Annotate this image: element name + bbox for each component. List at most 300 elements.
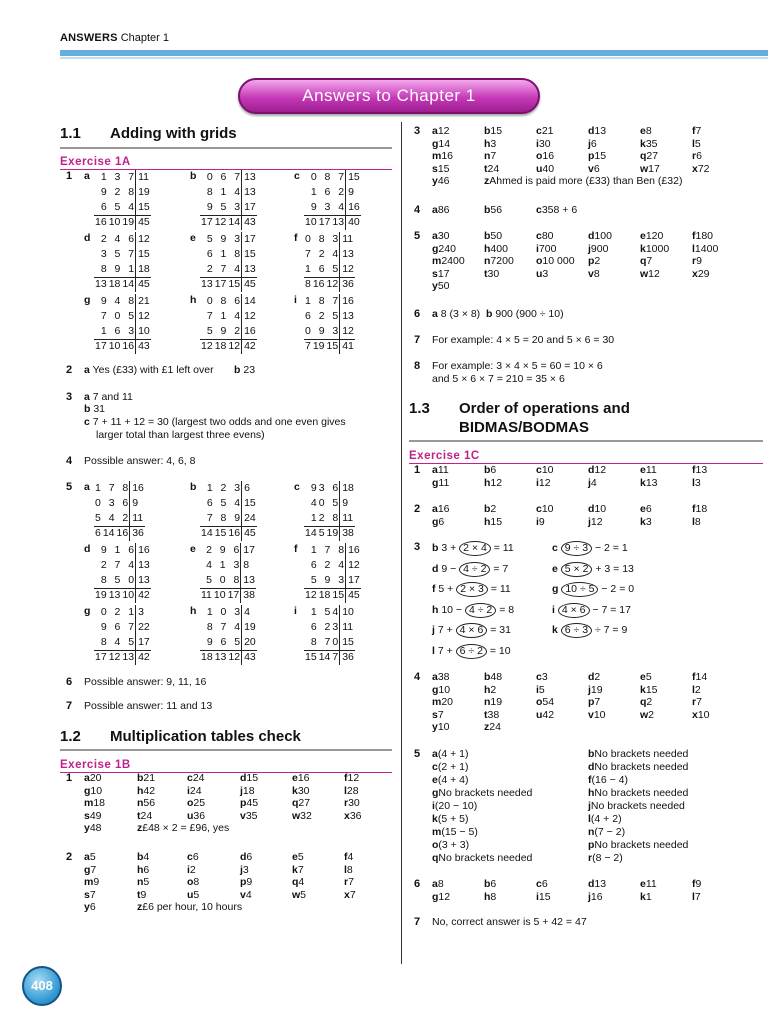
answer-value: Ahmed is paid more (£33) than Ben (£32) [489,175,683,187]
answer-item [84,797,106,809]
part-letter: c [84,416,90,428]
part-letter: g [432,476,439,489]
part-letter: q [432,852,439,864]
part-letter: e [552,562,558,575]
answer-value: 1400 [694,242,719,255]
part-letter: q [292,876,299,888]
grid-cell: 0 [220,606,227,618]
grid-cell: 6 [122,497,129,509]
answer-value: 3 [542,267,549,280]
grid-row [94,635,151,650]
answer-value: 240 [438,242,456,255]
part-letter: b [484,230,491,242]
part-letter: i [187,863,190,876]
grid-row [200,262,257,277]
grid-cell: 13 [122,651,135,664]
grid-cell: 12 [305,589,317,602]
part-letter: s [432,267,438,280]
grid-cell: 3 [100,248,107,260]
answer-value: No brackets needed [438,787,533,799]
answer-value: 4 [143,851,150,863]
part-letter: d [588,761,595,773]
answer-value: 15 [538,890,551,903]
grid-cell: 6 [95,527,101,540]
circled-operation: 4 ÷ 2 [465,603,496,618]
answer-item [692,255,702,267]
part-letter: k [640,137,646,150]
part-letter: x [344,809,350,822]
grid-row [200,496,257,511]
answer-item [137,901,243,913]
answer-value: 10 [593,708,606,721]
grid-cell: 1 [220,248,227,260]
grid-row-total: 11 [130,511,145,526]
grid-cell: 10 [122,589,135,602]
answer-value: 27 [646,150,659,162]
grid-cell: 14 [122,278,135,291]
grid-cell: 7 [332,651,339,664]
answer-item [588,890,603,903]
part-letter: j [588,137,591,150]
grid-table [94,543,151,603]
answer-item [187,876,200,888]
part-letter: d [240,851,247,863]
part-letter: k [640,515,646,528]
answer-item [484,230,503,242]
answer-value: 11 [437,464,449,476]
answer-item [692,267,710,280]
grid-cell: 4 [338,200,345,213]
part-letter: x [692,162,698,175]
grid-cell: 17 [318,216,331,229]
answer-value: 11 [645,878,657,890]
grid-table [200,232,257,292]
answer-value: 3 [242,863,249,876]
grid-row-total: 15 [340,635,355,650]
bidmas-answer: k 6 ÷ 3 ÷ 7 = 9 [552,624,628,636]
grid-row-total: 13 [136,573,151,588]
answer-value: 2 [694,683,701,696]
grid-row [304,200,361,215]
grid-cell: 12 [108,651,121,664]
answer-q8-line1: For example: 3 × 4 × 5 = 60 = 10 × 6 [432,360,603,372]
answer-item [137,822,230,834]
grid-cell: 15 [326,340,339,353]
answer-item [484,175,683,187]
grid-table [304,481,355,541]
answer-item [640,150,659,162]
answer-value: 30 [538,137,551,150]
answer-item [432,255,465,267]
answer-value: No brackets needed [594,787,689,799]
part-letter: j [240,863,243,876]
exercise-1b-title: Exercise 1B [60,759,131,771]
answer-value: 50 [490,230,503,242]
grid-row [304,294,355,309]
grid-row [200,324,257,339]
part-letter: d [588,125,595,137]
answer-item [484,242,508,255]
part-letter: g [552,583,559,595]
grid-cell: 4 [234,186,241,198]
grid-cell: 6 [318,262,325,275]
answer-value: 180 [695,230,714,242]
grid-cell: 8 [100,262,107,275]
part-letter: e [640,503,646,515]
answer-value: 10 [90,784,103,797]
grid-cell: 2 [114,606,121,618]
grid-row-total: 15 [136,247,151,262]
answer-item [432,890,451,903]
answer-value: 54 [542,696,555,708]
answer-item [432,230,450,242]
grid-row-total: 16 [340,294,355,309]
grid-cell: 2 [114,186,121,198]
grid-cell: 1 [95,482,101,494]
part-letter: g [432,515,439,528]
part-letter: l [692,137,695,150]
answer-value: 48 [490,671,503,683]
part-letter: e [640,878,646,890]
answer-value: 13 [695,464,708,476]
part-letter: l [692,683,695,696]
answer-item [484,162,500,175]
grid-cell: 14 [102,527,115,540]
answer-value: 100 [594,230,612,242]
grid-cell: 9 [318,324,325,337]
answer-item [432,162,450,175]
part-letter: h [484,515,491,528]
question-number: 8 [414,360,421,372]
answer-item [84,772,102,784]
answer-item [240,797,259,809]
page-number-badge: 408 [22,966,62,1006]
part-letter: n [137,876,144,888]
answer-value: 9 [93,876,100,888]
grid-row-total: 19 [136,185,151,200]
part-letter: b [137,851,144,863]
answer-value: 120 [645,230,664,242]
answer-value: 29 [697,267,710,280]
answer-q8-line2: and 5 × 6 × 7 = 210 = 35 × 6 [432,373,565,385]
answer-item [484,464,497,476]
grid-row-total: 36 [340,650,355,665]
grid-cell: 8 [220,295,227,307]
grid-cell: 8 [332,511,339,524]
part-letter: m [432,826,442,838]
part-letter: b [432,542,439,554]
answer-value: 9 [538,515,545,528]
grid-cell: 6 [128,544,135,556]
answer-value: 8 [694,515,701,528]
part-letter: x [692,267,698,280]
bidmas-answer: j 7 + 4 × 6 = 31 [432,624,511,636]
answer-value: 45 [246,797,259,809]
part-letter: a [84,772,90,784]
grid-cell: 4 [128,559,135,571]
answer-item [692,696,702,708]
grid-row-total: 36 [340,277,355,292]
grid-cell: 9 [100,544,107,556]
part-letter: g [432,242,439,255]
answer-item [588,878,607,890]
exercise-rule [60,772,392,773]
grid-cell: 9 [220,324,227,337]
grid-row-total: 12 [242,309,257,324]
answer-item [692,671,708,683]
part-letter: t [484,162,488,175]
answer-item [588,761,689,773]
grid-cell: 7 [324,635,331,648]
answer-item [588,255,601,267]
grid-total-row [94,277,151,292]
part-letter: a [432,308,438,320]
part-letter: b [137,772,144,784]
section-number: 1.3 [409,400,430,417]
answer-item [187,888,200,901]
grid-table [94,170,151,230]
answer-value: (4 + 1) [437,748,469,760]
answer-item [692,476,701,489]
grid-cell: 8 [310,635,317,648]
grid-row-total: 15 [346,170,361,185]
bidmas-answer: f 5 + 2 × 3 = 11 [432,583,511,595]
answer-item [432,150,454,162]
part-letter: v [588,162,594,175]
part-letter: y [432,721,438,733]
grid-total-row [94,650,151,665]
part-letter: w [292,888,301,901]
grid-cell: 8 [318,295,325,307]
part-letter: f [294,232,298,244]
grid-cell: 9 [100,186,107,198]
grid-row [200,481,257,496]
part-letter: f [294,543,298,555]
part-letter: b [484,204,491,216]
answer-item [137,888,147,901]
answer-value: £6 per hour, 10 hours [142,901,243,913]
answer-value: 38 [437,671,450,683]
grid-cell: 3 [318,482,325,494]
part-letter: t [484,708,488,721]
grid-table [94,481,145,541]
grid-cell: 6 [128,233,135,245]
grid-cell: 6 [234,295,241,307]
grid-row [304,262,355,277]
grid-cell: 1 [310,606,317,618]
answer-item [240,851,253,863]
part-letter: i [552,603,555,616]
grid-row-total: 15 [136,200,151,215]
grid-cell: 1 [100,324,107,337]
circled-operation: 2 × 3 [456,582,488,597]
answer-item [536,267,549,280]
bidmas-answer: b 3 + 2 × 4 = 11 [432,542,514,554]
answer-value: 36 [349,809,362,822]
grid-cell: 3 [108,497,115,509]
grid-total-row [94,339,151,354]
grid-row-total: 12 [136,232,151,247]
part-letter: e [432,774,438,786]
part-letter: a [84,481,90,493]
answer-item [240,772,259,784]
part-letter: i [536,515,539,528]
answer-value: 24 [192,772,205,784]
answer-item [137,851,150,863]
part-letter: m [432,255,442,267]
answer-item [187,809,206,822]
grid-row-total: 11 [136,170,151,185]
answer-value: (16 − 4) [591,774,628,786]
grid-row [94,185,151,200]
answer-value: 42 [542,708,555,721]
grid-cell: 14 [305,527,317,540]
circled-operation: 2 × 4 [459,541,491,556]
part-letter: h [484,890,491,903]
part-letter: n [588,826,595,838]
answer-item [84,784,103,797]
answer-item [432,748,469,760]
part-letter: h [190,605,197,617]
grid-table [304,294,355,354]
answer-value: 80 [541,230,554,242]
grid-row [94,247,151,262]
answer-value: 35 [645,137,658,150]
grid-cell: 5 [128,635,135,648]
answer-item [484,267,500,280]
grid-row-total: 38 [340,526,355,541]
answer-item [187,772,205,784]
grid-cell: 0 [100,606,107,618]
part-letter: e [190,543,196,555]
grid-table [304,605,355,665]
grid-cell: 4 [114,295,121,307]
grid-cell: 7 [206,310,213,322]
part-letter: c [552,542,558,554]
part-letter: v [240,888,246,901]
grid-cell: 8 [100,635,107,648]
answer-item [292,772,310,784]
question-number: 5 [414,748,421,760]
answer-value: 30 [437,230,450,242]
answer-item [432,761,469,773]
part-letter: p [588,696,595,708]
answer-item [187,863,196,876]
grid-cell: 2 [318,310,325,322]
answer-item [588,464,607,476]
grid-row [304,605,355,620]
answer-item [292,851,304,863]
answer-item [344,863,353,876]
grid-row-total: 12 [340,324,355,339]
answer-item [240,809,258,822]
answer-text: 900 (900 ÷ 10) [495,308,564,320]
answer-value: 12 [490,476,503,489]
part-letter: h [588,787,595,799]
part-letter: h [484,137,491,150]
answer-item [432,774,469,786]
answer-item [432,137,451,150]
part-letter: x [692,708,698,721]
answer-value: 21 [143,772,156,784]
answer-value: 13 [645,476,658,489]
part-letter: j [588,890,591,903]
answer-value: 28 [346,784,359,797]
part-letter: d [588,230,595,242]
grid-cell: 7 [108,482,115,494]
answer-item [588,813,622,825]
grid-row-total: 18 [340,481,355,496]
answer-value: 7200 [490,255,514,267]
answer-item [240,863,249,876]
grid-cell: 6 [310,621,317,633]
part-letter: n [484,255,491,267]
running-header [60,32,169,44]
grid-cell: 8 [318,233,325,245]
grid-cell: 5 [114,573,121,586]
answer-item [640,515,652,528]
answer-value: 14 [695,671,708,683]
grid-row-total: 17 [242,200,257,215]
answer-item [640,476,658,489]
answer-item [484,671,503,683]
answer-value: 9 [695,878,702,890]
answer-item [588,137,597,150]
answer-item [432,852,533,864]
part-letter: f [344,772,348,784]
answer-value: 7 [90,863,97,876]
grid-cell: 9 [220,233,227,245]
answer-item [536,464,554,476]
part-letter: p [588,150,595,162]
answer-item [432,515,445,528]
answer-value: 7 [297,863,304,876]
answer-value: No brackets needed [590,800,685,812]
section-name: Adding with grids [110,125,237,142]
grid-total-row [200,277,257,292]
grid-row-total: 20 [242,635,257,650]
part-letter: d [588,503,595,515]
grid-cell: 3 [234,606,241,618]
answer-value: No brackets needed [594,748,689,760]
part-letter: g [432,683,439,696]
answer-item [187,797,206,809]
answer-item [536,242,557,255]
part-letter: u [187,809,194,822]
grid-table [304,232,355,292]
answer-value: £48 × 2 = £96, yes [142,822,230,834]
answer-value: 40 [542,162,555,175]
answer-value: 10 [437,721,450,733]
part-letter: k [432,813,438,825]
part-letter: f [692,464,696,476]
part-letter: l [692,476,695,489]
answer-item [137,863,150,876]
part-letter: p [240,797,247,809]
question-number: 7 [414,916,421,928]
answer-value: 5 [193,888,200,901]
circled-operation: 10 ÷ 5 [561,582,598,597]
answer-value: 32 [300,809,312,822]
answer-item [292,784,310,797]
grid-row [94,294,151,309]
answer-item [692,503,708,515]
part-letter: x [344,888,350,901]
grid-cell: 6 [305,310,311,322]
grid-row-total: 16 [346,543,361,558]
answer-value: 8 [645,125,652,137]
part-letter: j [240,784,243,797]
